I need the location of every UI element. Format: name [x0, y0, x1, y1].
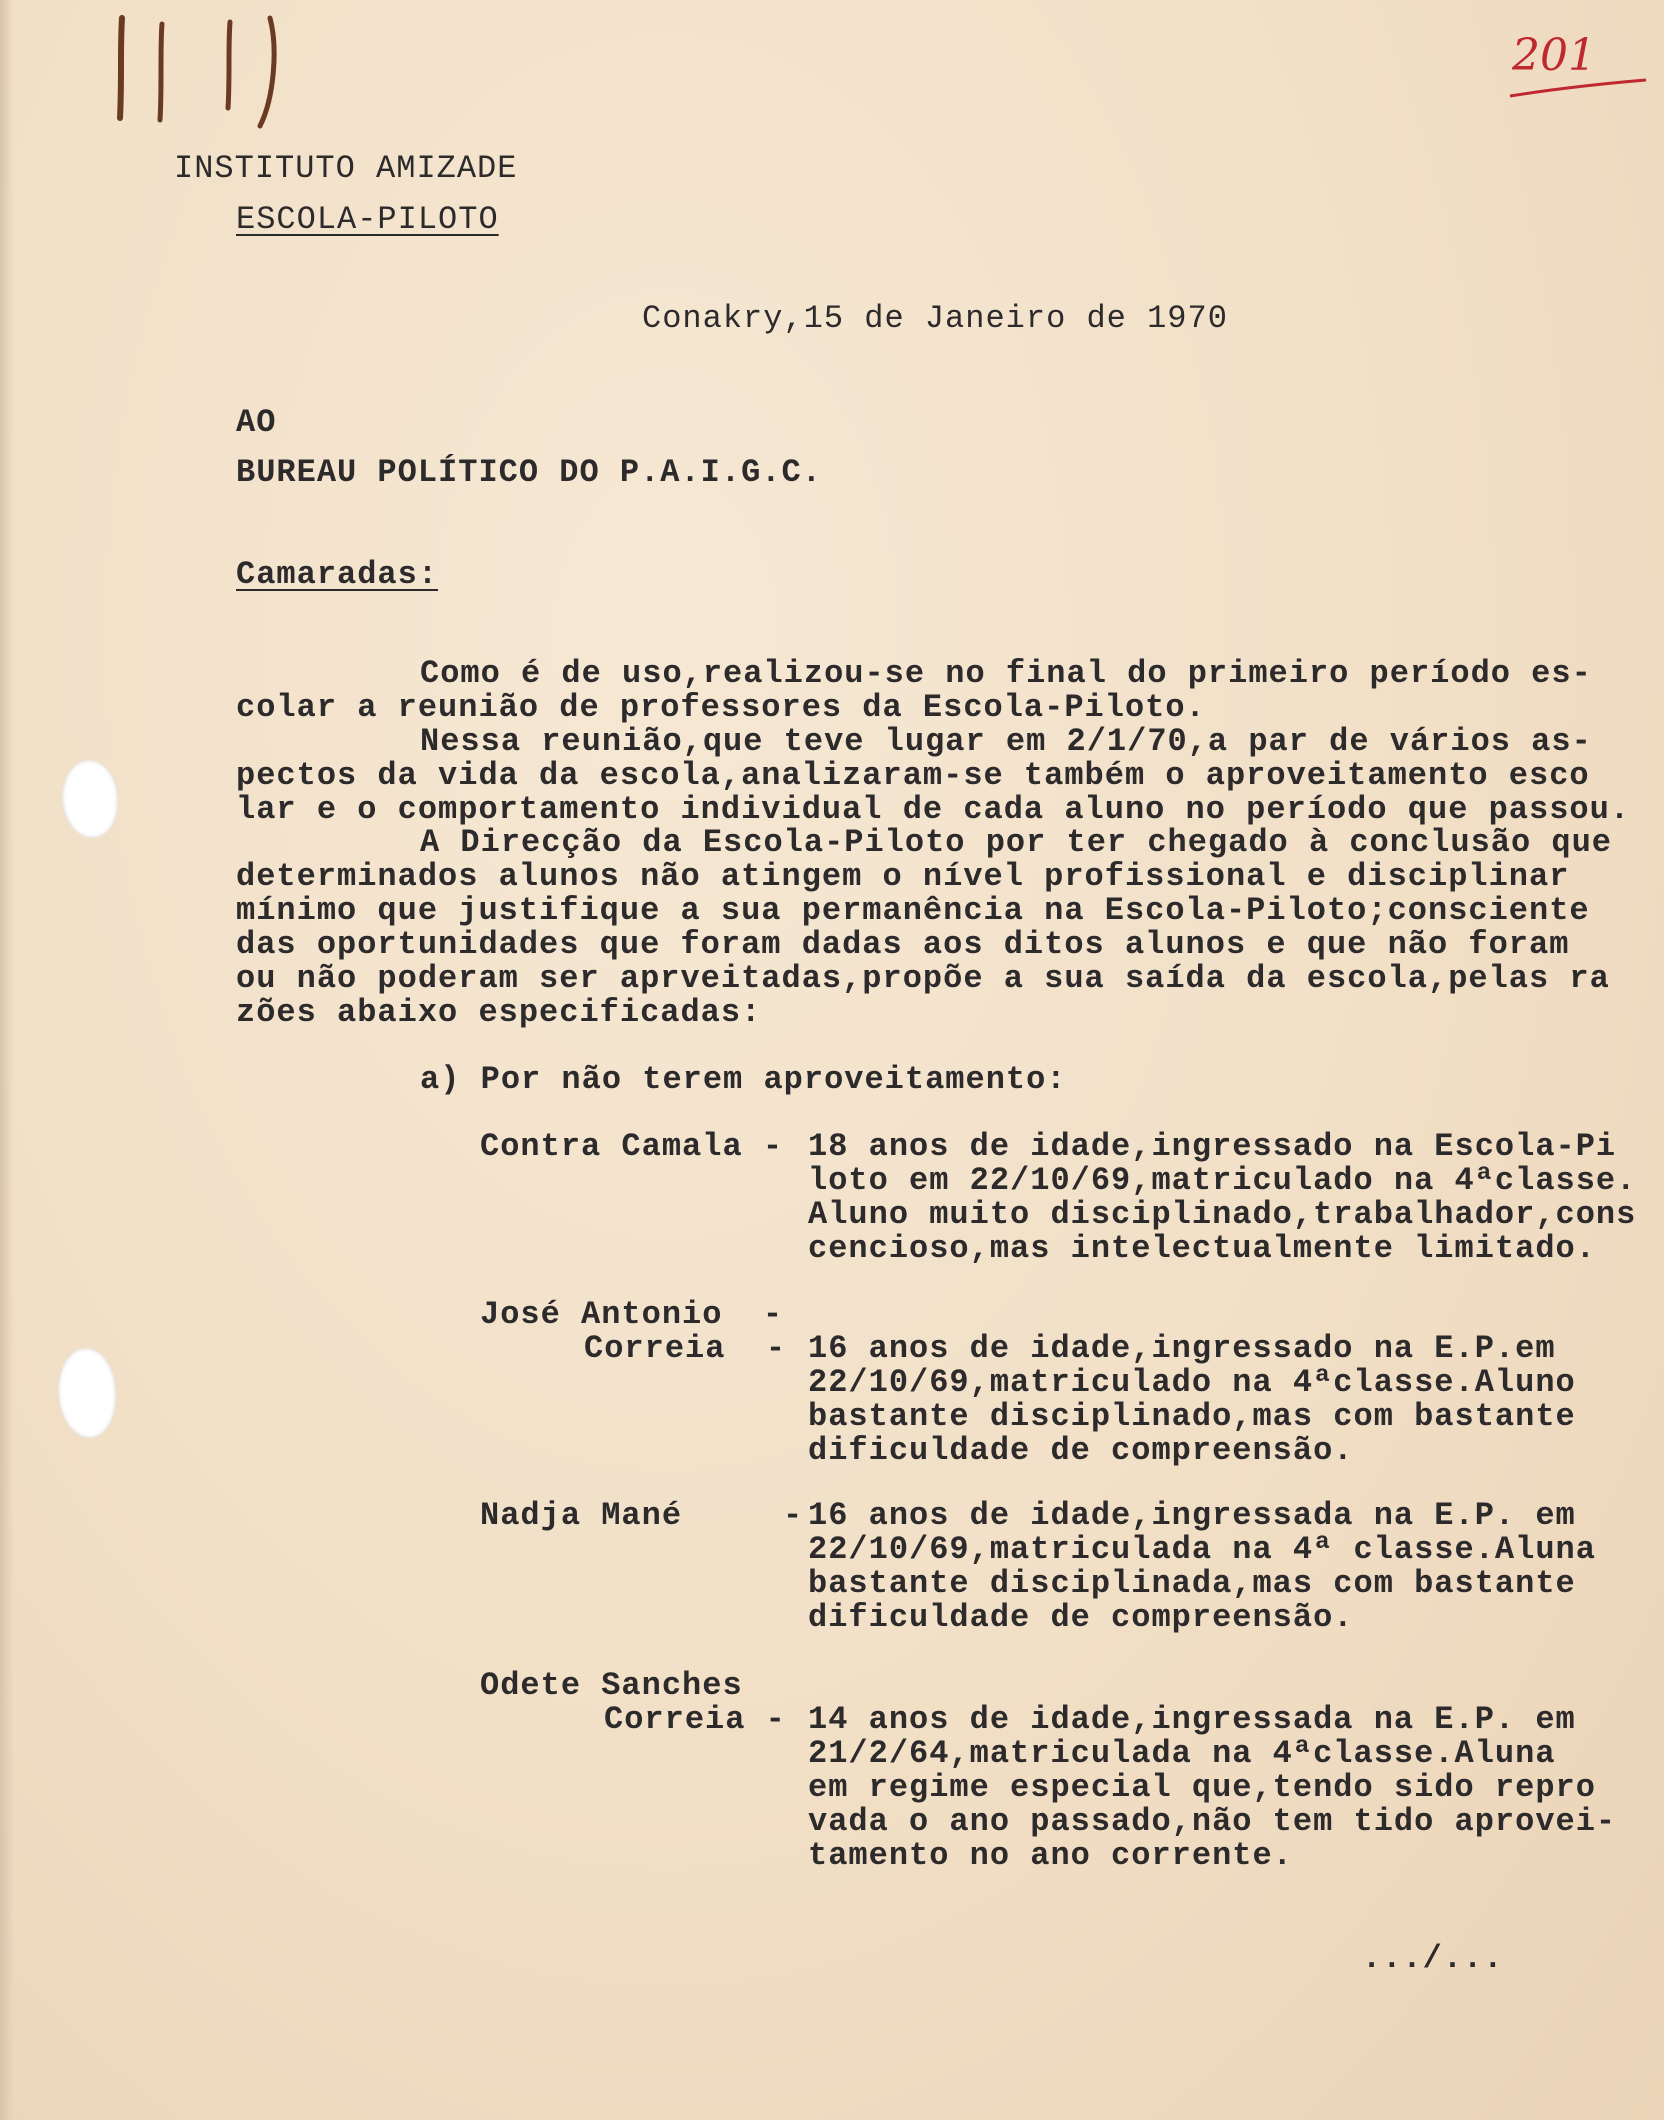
date-line: Conakry,15 de Janeiro de 1970	[642, 300, 1228, 337]
body-line: mínimo que justifique a sua permanência na Escola-Piloto;consciente	[236, 892, 1590, 929]
body-line: colar a reunião de professores da Escola-Piloto.	[236, 689, 1206, 726]
student-name: Odete Sanches	[480, 1667, 743, 1704]
body-line: Nessa reunião,que teve lugar em 2/1/70,a par de vários as-	[420, 723, 1592, 760]
continuation-mark: .../...	[1362, 1940, 1504, 1977]
body-line: lar e o comportamento individual de cada aluno no período que passou.	[236, 791, 1631, 828]
salutation: Camaradas:	[236, 556, 439, 593]
school-name: ESCOLA-PILOTO	[236, 201, 499, 238]
student-desc-line: cencioso,mas intelectualmente limitado.	[808, 1230, 1596, 1267]
student-desc-line: bastante disciplinado,mas com bastante	[808, 1398, 1576, 1435]
folio-number: 201	[1508, 30, 1648, 100]
student-desc-line: 14 anos de idade,ingressada na E.P. em	[808, 1701, 1576, 1738]
student-desc-line: bastante disciplinada,mas com bastante	[808, 1565, 1576, 1602]
student-desc-line: 16 anos de idade,ingressada na E.P. em	[808, 1497, 1576, 1534]
student-name: José Antonio -	[480, 1296, 784, 1333]
student-desc-line: 22/10/69,matriculada na 4ª classe.Aluna	[808, 1531, 1596, 1568]
student-desc-line: 21/2/64,matriculada na 4ªclasse.Aluna	[808, 1735, 1556, 1772]
student-desc-line: loto em 22/10/69,matriculado na 4ªclasse.	[808, 1162, 1637, 1199]
body-line: Como é de uso,realizou-se no final do primeiro período es-	[420, 655, 1592, 692]
student-name-line-2: Correia -	[584, 1330, 787, 1367]
body-line: determinados alunos não atingem o nível profissional e disciplinar	[236, 858, 1570, 895]
body-line: zões abaixo especificadas:	[236, 994, 762, 1031]
student-desc-line: 22/10/69,matriculado na 4ªclasse.Aluno	[808, 1364, 1576, 1401]
punch-hole-bottom	[58, 1348, 116, 1438]
student-desc-line: dificuldade de compreensão.	[808, 1599, 1354, 1636]
student-name: Contra Camala -	[480, 1128, 784, 1165]
student-name-line-2: Correia -	[604, 1701, 786, 1738]
student-desc-line: vada o ano passado,não tem tido aprovei-	[808, 1803, 1617, 1840]
recipient-line-1: AO	[236, 404, 277, 441]
student-desc-line: tamento no ano corrente.	[808, 1837, 1293, 1874]
student-desc-line: Aluno muito disciplinado,trabalhador,cons	[808, 1196, 1637, 1233]
institution-name: INSTITUTO AMIZADE	[174, 150, 518, 187]
handwritten-strokes	[110, 8, 290, 138]
recipient-line-2: BUREAU POLÍTICO DO P.A.I.G.C.	[236, 454, 822, 491]
section-a-heading: a) Por não terem aproveitamento:	[420, 1061, 1067, 1098]
body-line: das oportunidades que foram dadas aos ditos alunos e que não foram	[236, 926, 1570, 963]
body-line: ou não poderam ser aprveitadas,propõe a sua saída da escola,pelas ra	[236, 960, 1610, 997]
paper-edge	[0, 0, 14, 2120]
student-name: Nadja Mané -	[480, 1497, 804, 1534]
student-desc-line: dificuldade de compreensão.	[808, 1432, 1354, 1469]
student-desc-line: 18 anos de idade,ingressado na Escola-Pi	[808, 1128, 1617, 1165]
body-line: A Direcção da Escola-Piloto por ter chegado à conclusão que	[420, 824, 1612, 861]
student-desc-line: em regime especial que,tendo sido repro	[808, 1769, 1596, 1806]
punch-hole-top	[62, 760, 118, 838]
body-line: pectos da vida da escola,analizaram-se também o aproveitamento esco	[236, 757, 1590, 794]
student-desc-line: 16 anos de idade,ingressado na E.P.em	[808, 1330, 1556, 1367]
